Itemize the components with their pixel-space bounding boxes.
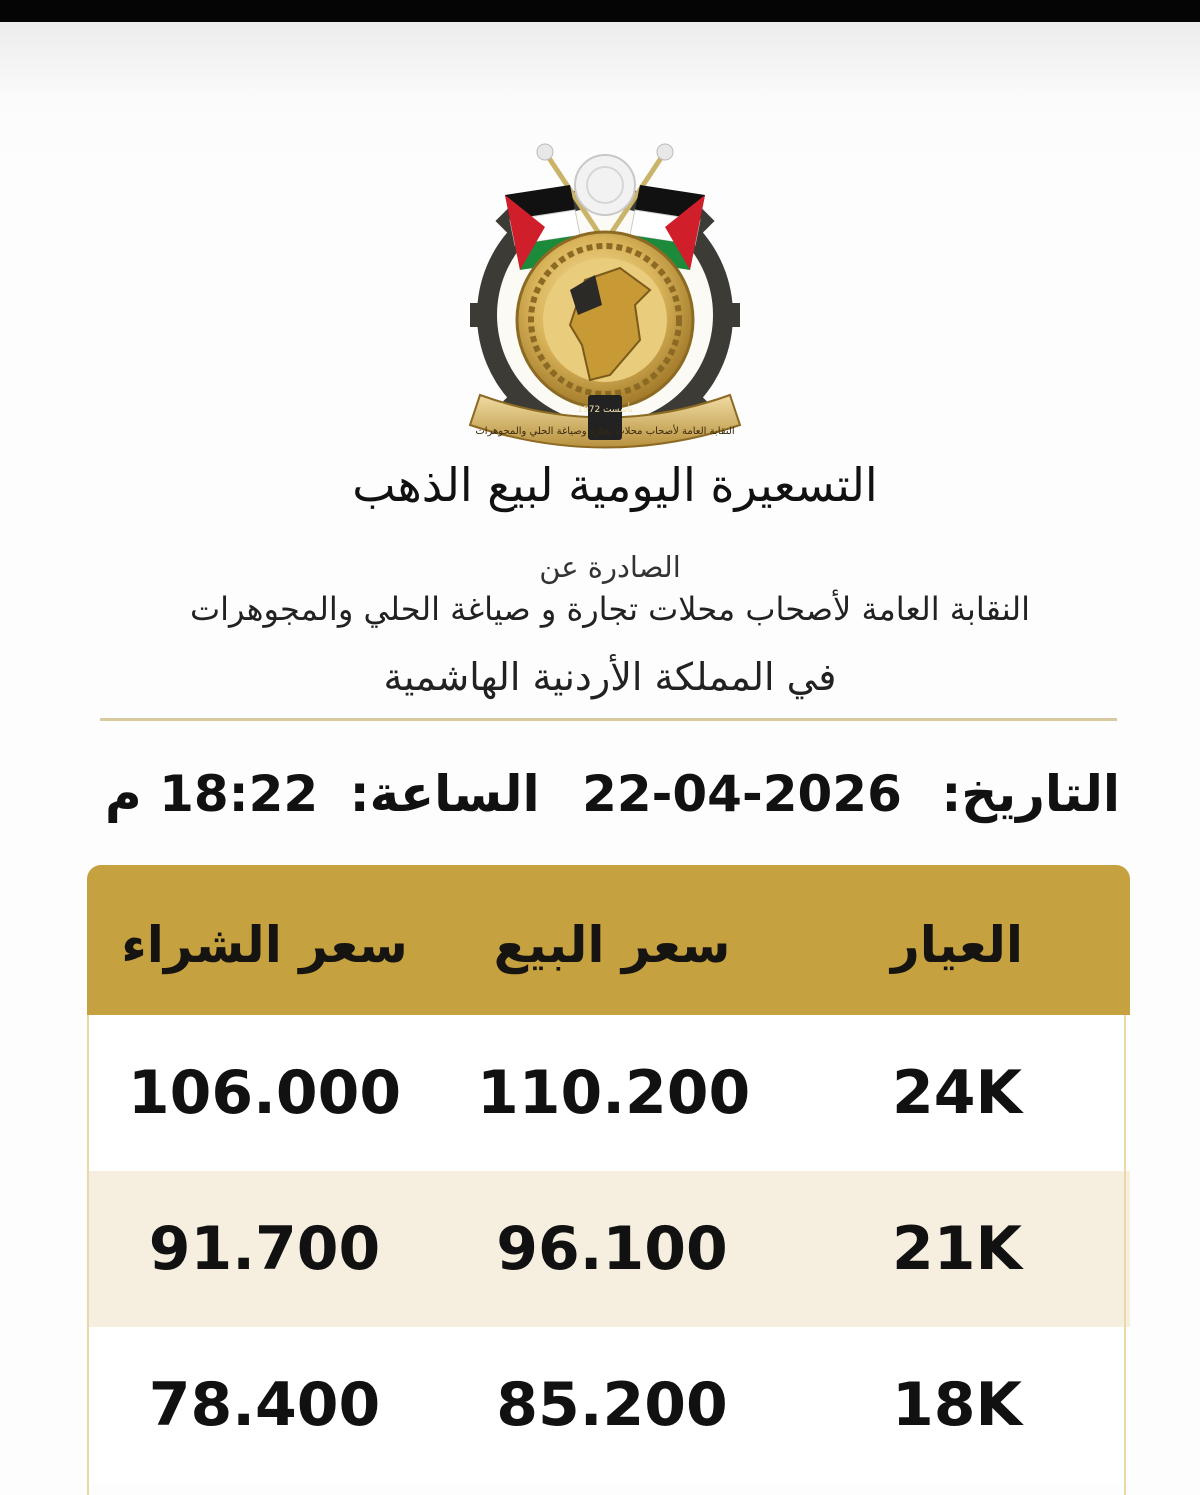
karat-cell: 24K bbox=[892, 1058, 1022, 1128]
karat-cell: 21K bbox=[892, 1214, 1022, 1284]
karat-cell: 18K bbox=[892, 1370, 1022, 1440]
column-header-sell-price: سعر البيع bbox=[493, 916, 731, 974]
issued-by-text: الصادرة عن bbox=[539, 550, 681, 584]
table-row bbox=[87, 1171, 1130, 1327]
column-header-karat: العيار bbox=[890, 916, 1024, 974]
sell-price-cell: 110.200 bbox=[477, 1058, 751, 1128]
date-value: 22-04-2026 bbox=[582, 765, 902, 823]
date-block bbox=[582, 765, 1120, 823]
time-label: الساعة: bbox=[349, 765, 540, 823]
svg-text:تأسست 1972: تأسست 1972 bbox=[577, 405, 633, 415]
page-title: التسعيرة اليومية لبيع الذهب bbox=[352, 458, 878, 512]
sell-price-cell: 85.200 bbox=[496, 1370, 728, 1440]
divider bbox=[100, 718, 1117, 721]
kingdom-name: في المملكة الأردنية الهاشمية bbox=[383, 655, 837, 699]
buy-price-cell: 106.000 bbox=[127, 1058, 402, 1128]
date-label: التاريخ: bbox=[941, 765, 1120, 823]
price-table bbox=[87, 865, 1130, 1495]
buy-price-cell: 91.700 bbox=[148, 1214, 381, 1284]
table-header bbox=[87, 865, 1130, 1015]
table-body bbox=[87, 1015, 1130, 1495]
buy-price-cell: 78.400 bbox=[148, 1370, 381, 1440]
syndicate-logo bbox=[460, 140, 750, 450]
status-bar bbox=[0, 0, 1200, 22]
time-block bbox=[105, 765, 540, 823]
syndicate-name: النقابة العامة لأصحاب محلات تجارة و صياغة الحلي والمجوهرات bbox=[189, 590, 1031, 628]
time-value: 18:22 م bbox=[105, 765, 319, 823]
sell-price-cell: 96.100 bbox=[496, 1214, 728, 1284]
svg-text:النقابة العامة لأصحاب محلات تج: النقابة العامة لأصحاب محلات تجارة وصياغة الحلي والمجوهرات bbox=[475, 426, 735, 437]
table-row bbox=[87, 1327, 1130, 1483]
table-row bbox=[87, 1015, 1130, 1171]
column-header-buy-price: سعر الشراء bbox=[121, 916, 408, 974]
diamond-icon bbox=[575, 155, 635, 215]
